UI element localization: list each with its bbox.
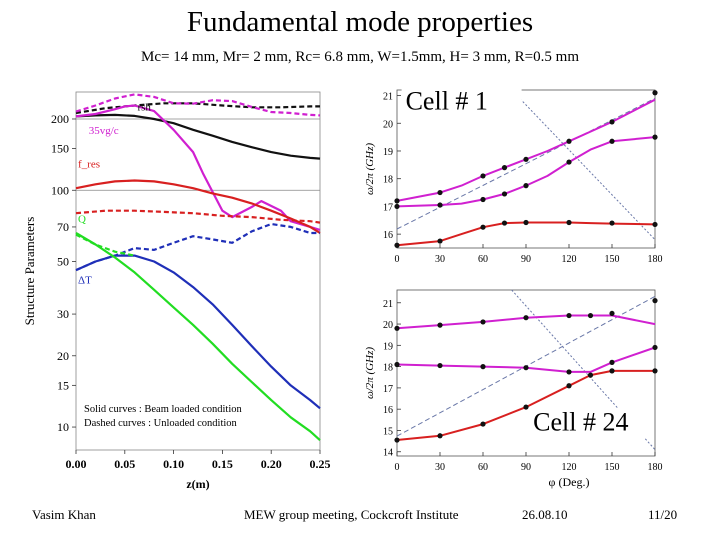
data-point-15 — [394, 437, 399, 442]
y-tick-label-0: 14 — [383, 447, 393, 459]
data-point-14 — [652, 345, 657, 350]
data-point-9 — [437, 363, 442, 368]
label-vg: 35vg/c — [88, 124, 119, 137]
x-tick-label-0: 0.00 — [65, 457, 87, 471]
y-tick-label-1: 150 — [51, 141, 69, 156]
data-point-10 — [480, 197, 485, 202]
branch-middle — [397, 137, 655, 206]
data-point-2 — [480, 173, 485, 178]
data-point-22 — [652, 368, 657, 373]
series-blue_dashed — [76, 224, 320, 270]
data-point-2 — [480, 319, 485, 324]
data-point-0 — [394, 198, 399, 203]
x-tick-label-0: 0 — [394, 254, 400, 265]
data-point-3 — [502, 165, 507, 170]
data-point-13 — [566, 159, 571, 164]
x-tick-label-4: 120 — [561, 462, 577, 473]
y-tick-label-4: 20 — [383, 119, 393, 131]
data-point-9 — [437, 202, 442, 207]
y-tick-label-2: 16 — [383, 405, 393, 417]
x-axis-label: φ (Deg.) — [548, 475, 590, 489]
data-point-6 — [609, 119, 614, 124]
data-point-1 — [437, 323, 442, 328]
data-point-23 — [652, 222, 657, 227]
data-point-8 — [394, 204, 399, 209]
label-f: f_res — [78, 158, 100, 171]
x-tick-label-5: 0.25 — [309, 457, 331, 471]
cell-1-dispersion-chart — [355, 86, 665, 276]
cell-24-dispersion-chart — [355, 286, 665, 494]
data-point-6 — [609, 311, 614, 316]
data-point-19 — [502, 220, 507, 225]
x-tick-label-0: 0 — [394, 462, 400, 473]
x-tick-label-6: 180 — [647, 462, 663, 473]
plot-frame — [76, 92, 320, 450]
y-axis-label: Structure Parameters — [22, 216, 37, 326]
data-point-7 — [652, 90, 657, 95]
data-point-18 — [480, 225, 485, 230]
data-point-17 — [437, 238, 442, 243]
x-tick-label-6: 180 — [647, 254, 663, 265]
data-point-18 — [523, 404, 528, 409]
cell-label: Cell # 24 — [533, 407, 629, 437]
data-point-13 — [609, 360, 614, 365]
series-magenta_dashed — [76, 94, 320, 115]
data-point-8 — [394, 362, 399, 367]
annotation-dashed: Dashed curves : Unloaded condition — [84, 418, 237, 430]
data-point-21 — [609, 368, 614, 373]
data-point-12 — [523, 183, 528, 188]
structure-parameters-chart — [20, 82, 340, 500]
data-point-21 — [566, 220, 571, 225]
footer-page: 11/20 — [648, 507, 678, 522]
y-tick-label-2: 100 — [51, 183, 69, 198]
data-point-20 — [588, 373, 593, 378]
y-tick-label-3: 17 — [383, 383, 393, 395]
y-tick-label-6: 20 — [57, 348, 69, 363]
data-point-19 — [566, 383, 571, 388]
x-tick-label-3: 0.15 — [211, 457, 233, 471]
y-tick-label-3: 19 — [383, 146, 393, 158]
label-q: Q — [78, 213, 86, 226]
data-point-10 — [480, 364, 485, 369]
data-point-11 — [523, 365, 528, 370]
data-point-14 — [609, 139, 614, 144]
x-tick-label-1: 30 — [435, 462, 445, 473]
slide-subtitle: Mc= 14 mm, Mr= 2 mm, Rc= 6.8 mm, W=1.5mm, H= 3 mm, R=0.5 mm — [141, 49, 579, 65]
label-rsh: rsh — [137, 101, 151, 114]
x-tick-label-5: 150 — [604, 462, 620, 473]
y-tick-label-1: 15 — [383, 426, 393, 438]
data-point-17 — [480, 421, 485, 426]
x-tick-label-3: 90 — [521, 254, 531, 265]
data-point-22 — [609, 220, 614, 225]
annotation-solid: Solid curves : Beam loaded condition — [84, 403, 242, 415]
y-tick-label-8: 10 — [57, 420, 69, 435]
y-tick-label-0: 200 — [51, 111, 69, 126]
y-axis-label: ω/2π (GHz) — [364, 142, 376, 196]
x-tick-label-4: 120 — [561, 254, 577, 265]
data-point-3 — [523, 315, 528, 320]
y-tick-label-1: 17 — [383, 202, 393, 214]
data-point-20 — [523, 220, 528, 225]
data-point-12 — [566, 369, 571, 374]
x-tick-label-2: 60 — [478, 254, 488, 265]
y-tick-label-4: 50 — [57, 254, 69, 269]
x-tick-label-2: 0.10 — [163, 457, 185, 471]
data-point-7 — [652, 298, 657, 303]
y-axis-label: ω/2π (GHz) — [364, 346, 376, 400]
y-tick-label-0: 16 — [383, 230, 393, 242]
data-point-5 — [588, 313, 593, 318]
y-tick-label-6: 20 — [383, 320, 393, 332]
x-tick-label-4: 0.20 — [260, 457, 282, 471]
y-tick-label-3: 70 — [57, 219, 69, 234]
y-tick-label-2: 18 — [383, 174, 393, 186]
data-point-4 — [566, 313, 571, 318]
footer-date: 26.08.10 — [522, 507, 568, 522]
x-tick-label-2: 60 — [478, 462, 488, 473]
cell-label: Cell # 1 — [405, 86, 488, 116]
x-tick-label-5: 150 — [604, 254, 620, 265]
slide-title: Fundamental mode properties — [186, 6, 534, 38]
data-point-5 — [566, 139, 571, 144]
data-point-16 — [437, 433, 442, 438]
x-axis-label: z(m) — [186, 477, 210, 491]
y-tick-label-5: 19 — [383, 341, 393, 353]
branch-lower — [397, 223, 655, 246]
light-line-rising — [397, 98, 655, 229]
footer-author: Vasim Khan — [32, 507, 96, 522]
light-line-falling — [512, 90, 655, 240]
data-point-1 — [437, 190, 442, 195]
series-blue_solid — [76, 256, 320, 409]
y-tick-label-7: 15 — [57, 378, 69, 393]
y-tick-label-7: 21 — [383, 298, 393, 310]
data-point-4 — [523, 157, 528, 162]
data-point-0 — [394, 326, 399, 331]
x-tick-label-1: 0.05 — [114, 457, 136, 471]
data-point-16 — [394, 243, 399, 248]
y-tick-label-5: 30 — [57, 307, 69, 322]
label-dt: ΔT — [78, 274, 92, 287]
y-tick-label-4: 18 — [383, 362, 393, 374]
y-tick-label-5: 21 — [383, 91, 393, 103]
footer-event: MEW group meeting, Cockcroft Institute — [244, 507, 459, 522]
x-tick-label-1: 30 — [435, 254, 445, 265]
data-point-15 — [652, 135, 657, 140]
x-tick-label-3: 90 — [521, 462, 531, 473]
data-point-11 — [502, 191, 507, 196]
